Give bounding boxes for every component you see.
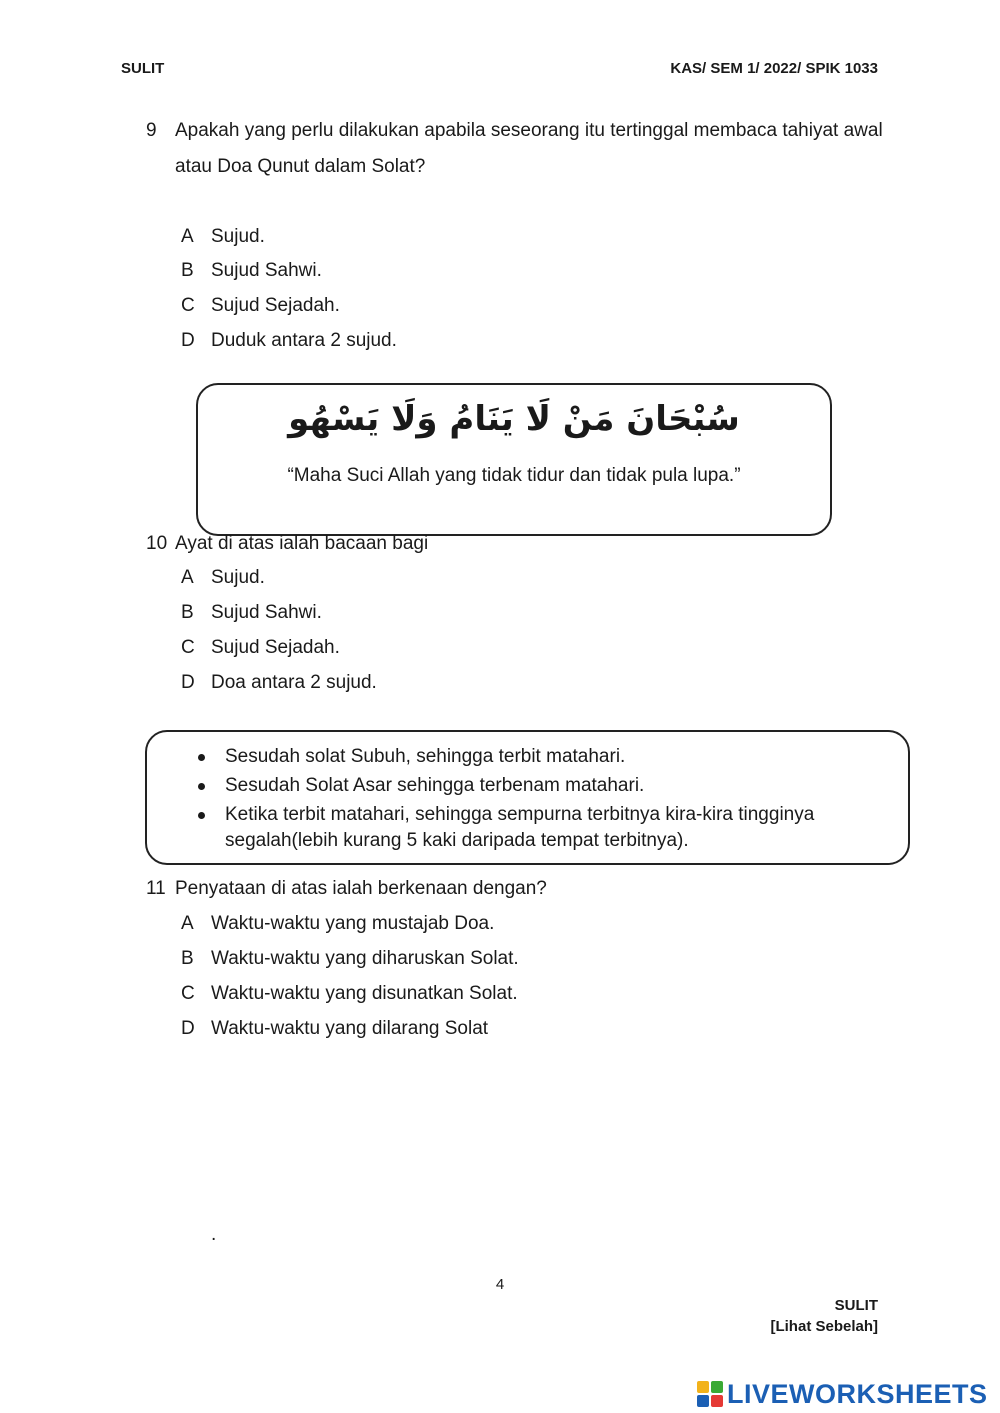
option-letter: D <box>181 1018 195 1039</box>
header-left: SULIT <box>121 60 165 77</box>
arabic-translation: “Maha Suci Allah yang tidak tidur dan tidak pula lupa.” <box>287 465 741 486</box>
option-letter: B <box>181 948 194 969</box>
option-text: Sujud. <box>211 226 265 247</box>
option-text: Doa antara 2 sujud. <box>211 672 377 693</box>
arabic-text-box <box>196 383 832 536</box>
header-right: KAS/ SEM 1/ 2022/ SPIK 1033 <box>670 60 878 77</box>
option-letter: B <box>181 260 194 281</box>
question-text: Ayat di atas ialah bacaan bagi <box>175 533 429 554</box>
option-letter: C <box>181 637 195 658</box>
option-text: Sujud Sejadah. <box>211 295 340 316</box>
option-letter: C <box>181 983 195 1004</box>
option-text: Sujud Sahwi. <box>211 260 322 281</box>
option-text: Waktu-waktu yang disunatkan Solat. <box>211 983 518 1004</box>
question-number: 10 <box>146 533 168 554</box>
option-letter: D <box>181 330 195 351</box>
liveworksheets-logo[interactable] <box>697 1378 988 1410</box>
liveworksheets-logo-icon <box>697 1381 723 1407</box>
option-letter: A <box>181 567 194 588</box>
liveworksheets-wordmark: LIVEWORKSHEETS <box>727 1378 988 1409</box>
option-letter: A <box>181 226 194 247</box>
list-item: Ketika terbit matahari, sehingga sempurna terbitnya kira-kira tingginya segalah(lebih kurang 5 kaki daripada tempat terbitnya). <box>195 802 885 854</box>
option-text: Sujud Sejadah. <box>211 637 340 658</box>
option-text: Sujud Sahwi. <box>211 602 322 623</box>
option-letter: B <box>181 602 194 623</box>
option-letter: D <box>181 672 195 693</box>
option-text: Duduk antara 2 sujud. <box>211 330 397 351</box>
option-text: Waktu-waktu yang mustajab Doa. <box>211 913 495 934</box>
option-letter: C <box>181 295 195 316</box>
list-item: Sesudah Solat Asar sehingga terbenam matahari. <box>195 773 885 799</box>
option-text: Waktu-waktu yang dilarang Solat <box>211 1018 489 1039</box>
arabic-text: سُبْحَانَ مَنْ لَا يَنَامُ وَلَا يَسْهُو <box>288 399 740 439</box>
option-text: Waktu-waktu yang diharuskan Solat. <box>211 948 519 969</box>
option-letter: A <box>181 913 194 934</box>
statement-list <box>195 744 885 857</box>
footer-sulit: SULIT <box>834 1297 878 1314</box>
question-text: Penyataan di atas ialah berkenaan dengan? <box>175 878 547 899</box>
list-item: Sesudah solat Subuh, sehingga terbit matahari. <box>195 744 885 770</box>
page-number: 4 <box>495 1276 505 1293</box>
footer-lihat-sebelah: [Lihat Sebelah] <box>770 1318 878 1335</box>
option-text: Sujud. <box>211 567 265 588</box>
stray-dot: . <box>211 1224 217 1245</box>
question-number: 9 <box>146 120 157 141</box>
question-number: 11 <box>146 878 166 899</box>
question-text: Apakah yang perlu dilakukan apabila seseorang itu tertinggal membaca tahiyat awal atau Doa Qunut dalam Solat? <box>175 120 883 177</box>
